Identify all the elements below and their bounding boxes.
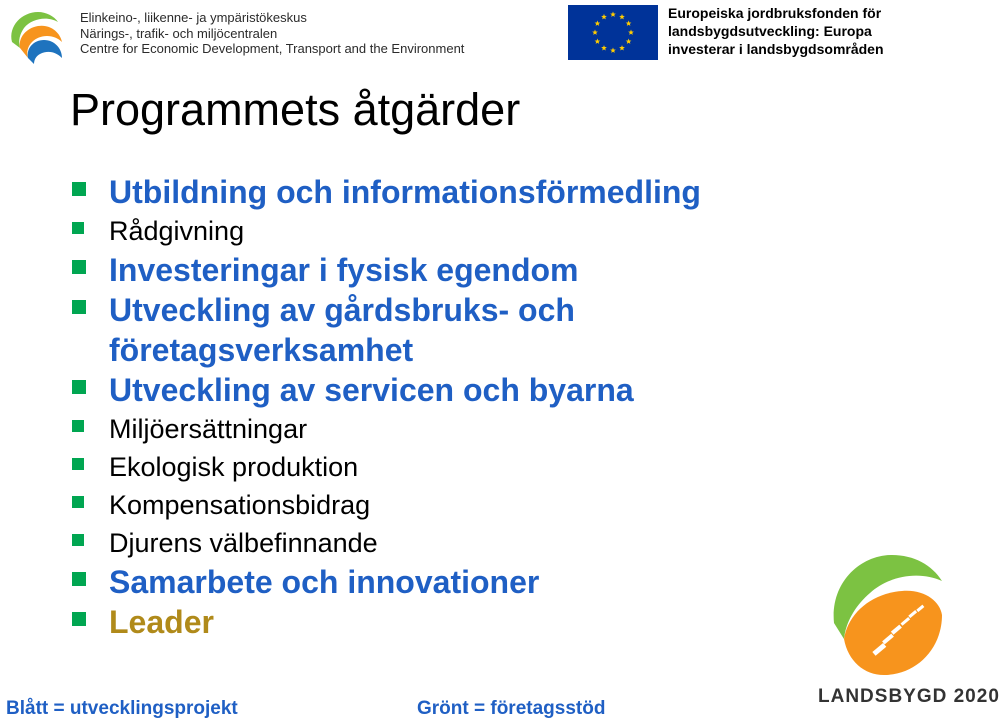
bullet-square-icon [72,420,84,432]
list-item [0,562,820,602]
list-item [0,524,820,562]
list-item-label: Miljöersättningar [109,414,308,444]
page-title: Programmets åtgärder [70,84,521,135]
bullet-square-icon [72,222,84,234]
list-item [0,172,820,212]
legend-green: Grönt = företagsstöd [417,698,606,719]
list-item [0,448,820,486]
bullet-square-icon [72,260,86,274]
list-item-label: Djurens välbefinnande [109,528,378,558]
landsbygd-logo-text: LANDSBYGD 2020 [818,686,1000,707]
eu-flag-icon [568,5,658,60]
bullet-square-icon [72,612,86,626]
list-item-label: Leader [109,604,214,640]
list-item-label: Samarbete och innovationer [109,564,540,600]
list-item [0,486,820,524]
eu-line-2: landsbygdsutveckling: Europa [668,23,872,39]
bullet-square-icon [72,182,86,196]
list-item [0,330,820,370]
ely-logo-icon [4,4,70,68]
bullet-square-icon [72,496,84,508]
list-item-label: företagsverksamhet [109,332,414,368]
list-item [0,410,820,448]
list-item-label: Kompensationsbidrag [109,490,371,520]
bullet-square-icon [72,380,86,394]
ely-line-sv: Närings-, trafik- och miljöcentralen [80,25,278,41]
ely-line-en: Centre for Economic Development, Transport and the Environment [80,41,465,56]
list-item-label: Investeringar i fysisk egendom [109,252,579,288]
list-item-label: Rådgivning [109,216,245,246]
list-item [0,602,820,642]
list-item [0,212,820,250]
list-item-label: Utveckling av gårdsbruks- och [109,292,575,328]
eu-fund-text [668,4,884,58]
list-item [0,370,820,410]
list-item-label: Utveckling av servicen och byarna [109,372,634,408]
ely-name-block [80,10,464,57]
eu-line-3: investerar i landsbygdsområden [668,41,884,57]
measures-list [0,172,820,642]
bullet-square-icon [72,458,84,470]
landsbygd-logo-icon [830,553,944,677]
list-item-label: Ekologisk produktion [109,452,359,482]
list-item-label: Utbildning och informationsförmedling [109,174,701,210]
legend-blue: Blått = utvecklingsprojekt [6,698,238,719]
ely-line-fi: Elinkeino-, liikenne- ja ympäristökeskus [80,10,307,25]
list-item [0,290,820,330]
bullet-square-icon [72,534,84,546]
bullet-square-icon [72,572,86,586]
eu-line-1: Europeiska jordbruksfonden för [668,5,882,21]
bullet-square-icon [72,300,86,314]
list-item [0,250,820,290]
